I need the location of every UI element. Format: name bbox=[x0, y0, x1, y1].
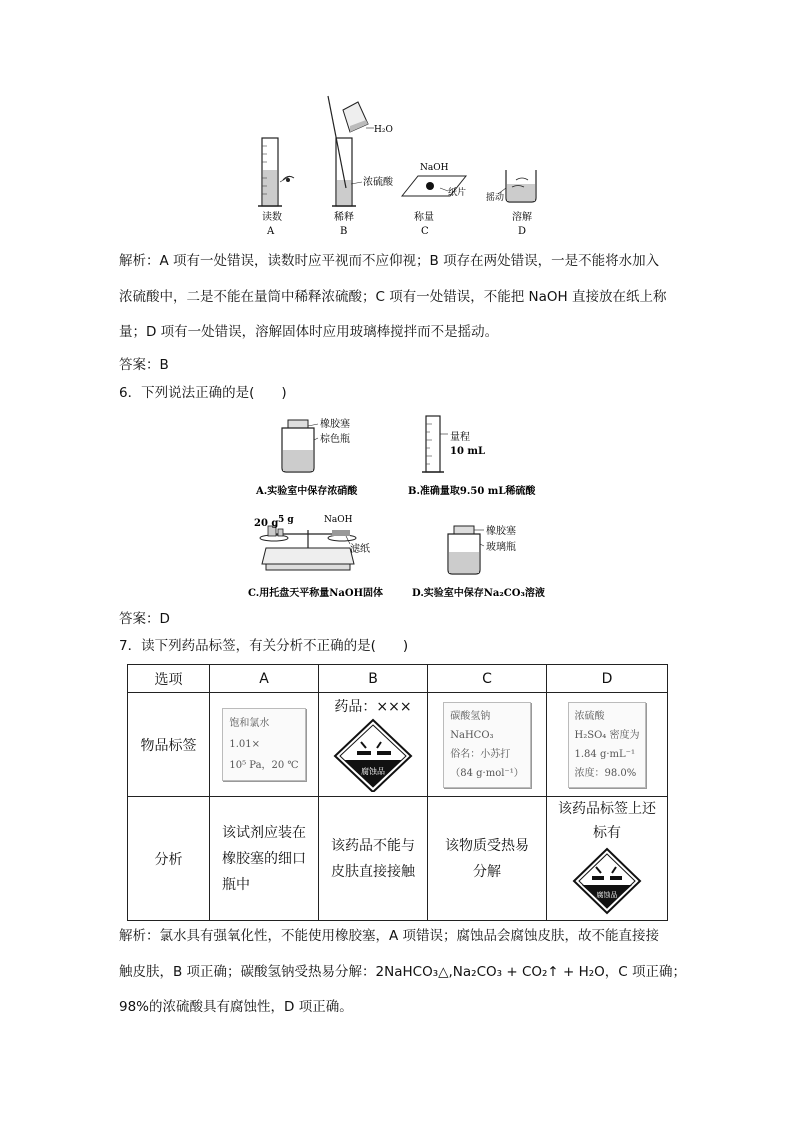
h2o-label: H₂O bbox=[374, 125, 393, 135]
naoh-label: NaOH bbox=[420, 163, 449, 173]
q7-explanation-line-3: 98%的浓硫酸具有腐蚀性，D 项正确。 bbox=[119, 999, 353, 1015]
label-d-line-2: H₂SO₄ 密度为 bbox=[574, 729, 640, 741]
b-volume-label: 10 mL bbox=[450, 446, 486, 457]
q7-stem: 7．读下列药品标签，有关分析不正确的是( ) bbox=[119, 638, 409, 654]
analysis-a-line-2: 橡胶塞的细口 bbox=[222, 850, 306, 867]
lab-operations-diagram bbox=[250, 92, 550, 242]
analysis-cell-d bbox=[547, 797, 668, 921]
analysis-cell-c bbox=[428, 797, 547, 921]
c-caption: C.用托盘天平称量NaOH固体 bbox=[248, 588, 384, 599]
item-c-letter: C bbox=[421, 226, 429, 237]
item-b-letter: B bbox=[340, 226, 348, 237]
analysis-b bbox=[331, 833, 415, 885]
c-20g-label: 20 g bbox=[254, 518, 279, 529]
item-a-letter: A bbox=[267, 226, 275, 237]
figure-q6 bbox=[240, 412, 560, 604]
c-5g-label: 5 g bbox=[278, 515, 294, 525]
q6-answer: 答案：D bbox=[119, 611, 170, 627]
q5-answer: 答案：B bbox=[119, 357, 169, 373]
analysis-d-sign-text: 腐蚀品 bbox=[596, 891, 618, 899]
analysis-d-line-2: 标有 bbox=[593, 825, 621, 841]
label-cell-d bbox=[547, 693, 668, 797]
label-cell-b bbox=[319, 693, 428, 797]
glass-bottle-d bbox=[448, 526, 480, 574]
analysis-c bbox=[445, 833, 529, 885]
analysis-b-line-2: 皮肤直接接触 bbox=[331, 863, 415, 880]
b-range-label: 量程 bbox=[450, 432, 470, 443]
label-cell-a bbox=[210, 693, 319, 797]
q5-explanation-line-2: 浓硫酸中，二是不能在量筒中稀释浓硫酸；C 项有一处错误，不能把 NaOH 直接放在纸上称 bbox=[119, 289, 667, 305]
d-stopper-label: 橡胶塞 bbox=[486, 526, 516, 537]
analysis-a-line-3: 瓶中 bbox=[222, 876, 250, 893]
analysis-d bbox=[547, 797, 667, 845]
analysis-c-line-1: 该物质受热易 bbox=[445, 837, 529, 854]
shake-label: 摇动 bbox=[486, 193, 505, 203]
row-head-analysis: 分析 bbox=[128, 797, 210, 921]
table-row-labels bbox=[128, 693, 668, 797]
eye-icon bbox=[280, 176, 294, 182]
header-d: D bbox=[547, 665, 668, 693]
label-d-line-4: 浓度：98.0% bbox=[574, 767, 637, 779]
c-filter-label: 滤纸 bbox=[350, 544, 370, 555]
table-row-analysis bbox=[128, 797, 668, 921]
q7-explanation-line-1: 解析：氯水具有强氧化性，不能使用橡胶塞，A 项错误；腐蚀品会腐蚀皮肤，故不能直接接 bbox=[119, 928, 660, 944]
label-c-line-1: 碳酸氢钠 bbox=[450, 710, 491, 722]
paper-label: 纸片 bbox=[448, 188, 467, 198]
item-c-name: 称量 bbox=[414, 212, 434, 223]
graduated-cylinder-a bbox=[258, 138, 282, 206]
table-header-row bbox=[128, 665, 668, 693]
label-a-line-2: 1.01× bbox=[229, 739, 261, 750]
analysis-cell-a bbox=[210, 797, 319, 921]
a-caption: A.实验室中保存浓硝酸 bbox=[256, 486, 358, 497]
analysis-cell-b bbox=[319, 797, 428, 921]
analysis-a-line-1: 该试剂应装在 bbox=[222, 824, 306, 841]
a-stopper-label: 橡胶塞 bbox=[320, 419, 350, 430]
label-cell-c bbox=[428, 693, 547, 797]
q5-explanation-line-3: 量；D 项有一处错误，溶解固体时应用玻璃棒搅拌而不是摇动。 bbox=[119, 324, 499, 340]
d-caption: D.实验室中保存Na₂CO₃溶液 bbox=[412, 588, 545, 599]
header-c: C bbox=[428, 665, 547, 693]
header-option: 选项 bbox=[128, 665, 210, 693]
q6-stem: 6．下列说法正确的是( ) bbox=[119, 385, 287, 401]
label-c-line-4: （84 g·mol⁻¹） bbox=[450, 767, 524, 779]
row-head-labels: 物品标签 bbox=[128, 693, 210, 797]
q7-explanation-line-2: 触皮肤，B 项正确；碳酸氢钠受热易分解：2NaHCO₃△,Na₂CO₃ + CO₂↑ + H₂O，C 项正确； bbox=[119, 964, 687, 980]
reagent-label-a bbox=[222, 708, 305, 781]
item-d-letter: D bbox=[518, 226, 527, 237]
label-a-line-1: 饱和氯水 bbox=[229, 718, 270, 729]
tray-balance bbox=[260, 526, 356, 570]
item-b-name: 稀释 bbox=[334, 212, 354, 223]
reagent-label-c bbox=[443, 702, 530, 788]
reagent-label-d bbox=[568, 702, 647, 788]
corrosive-hazard-icon bbox=[333, 718, 413, 792]
header-a: A bbox=[210, 665, 319, 693]
label-b-title: 药品：××× bbox=[334, 699, 412, 715]
conc-acid-label: 浓硫酸 bbox=[363, 177, 393, 188]
header-b: B bbox=[319, 665, 428, 693]
beaker-d bbox=[506, 170, 536, 202]
label-d-line-3: 1.84 g·mL⁻¹ bbox=[574, 748, 635, 760]
label-b-sign-text: 腐蚀品 bbox=[361, 767, 385, 776]
label-d-line-1: 浓硫酸 bbox=[574, 710, 605, 722]
q7-table bbox=[127, 664, 668, 921]
q6-diagram bbox=[240, 412, 560, 604]
analysis-a bbox=[222, 820, 306, 898]
analysis-d-line-1: 该药品标签上还 bbox=[558, 801, 656, 817]
b-caption: B.准确量取9.50 mL稀硫酸 bbox=[408, 486, 536, 497]
c-naoh-label: NaOH bbox=[324, 515, 353, 525]
graduated-cylinder-b bbox=[328, 96, 368, 206]
corrosive-hazard-icon bbox=[572, 847, 642, 915]
graduated-cylinder-10ml bbox=[422, 416, 444, 472]
brown-bottle-a bbox=[282, 420, 314, 472]
item-d-name: 溶解 bbox=[512, 212, 532, 223]
d-bottle-label: 玻璃瓶 bbox=[486, 542, 516, 553]
label-c-line-2: NaHCO₃ bbox=[450, 729, 494, 741]
label-c-line-3: 俗名：小苏打 bbox=[450, 748, 511, 760]
figure-q5 bbox=[250, 92, 550, 242]
analysis-c-line-2: 分解 bbox=[473, 863, 501, 880]
a-bottle-label: 棕色瓶 bbox=[320, 434, 350, 445]
label-a-line-3: 10⁵ Pa，20 ℃ bbox=[229, 760, 299, 771]
analysis-b-line-1: 该药品不能与 bbox=[331, 837, 415, 854]
q5-explanation-line-1: 解析：A 项有一处错误，读数时应平视而不应仰视；B 项存在两处错误，一是不能将水加入 bbox=[119, 253, 660, 269]
item-a-name: 读数 bbox=[262, 212, 282, 223]
